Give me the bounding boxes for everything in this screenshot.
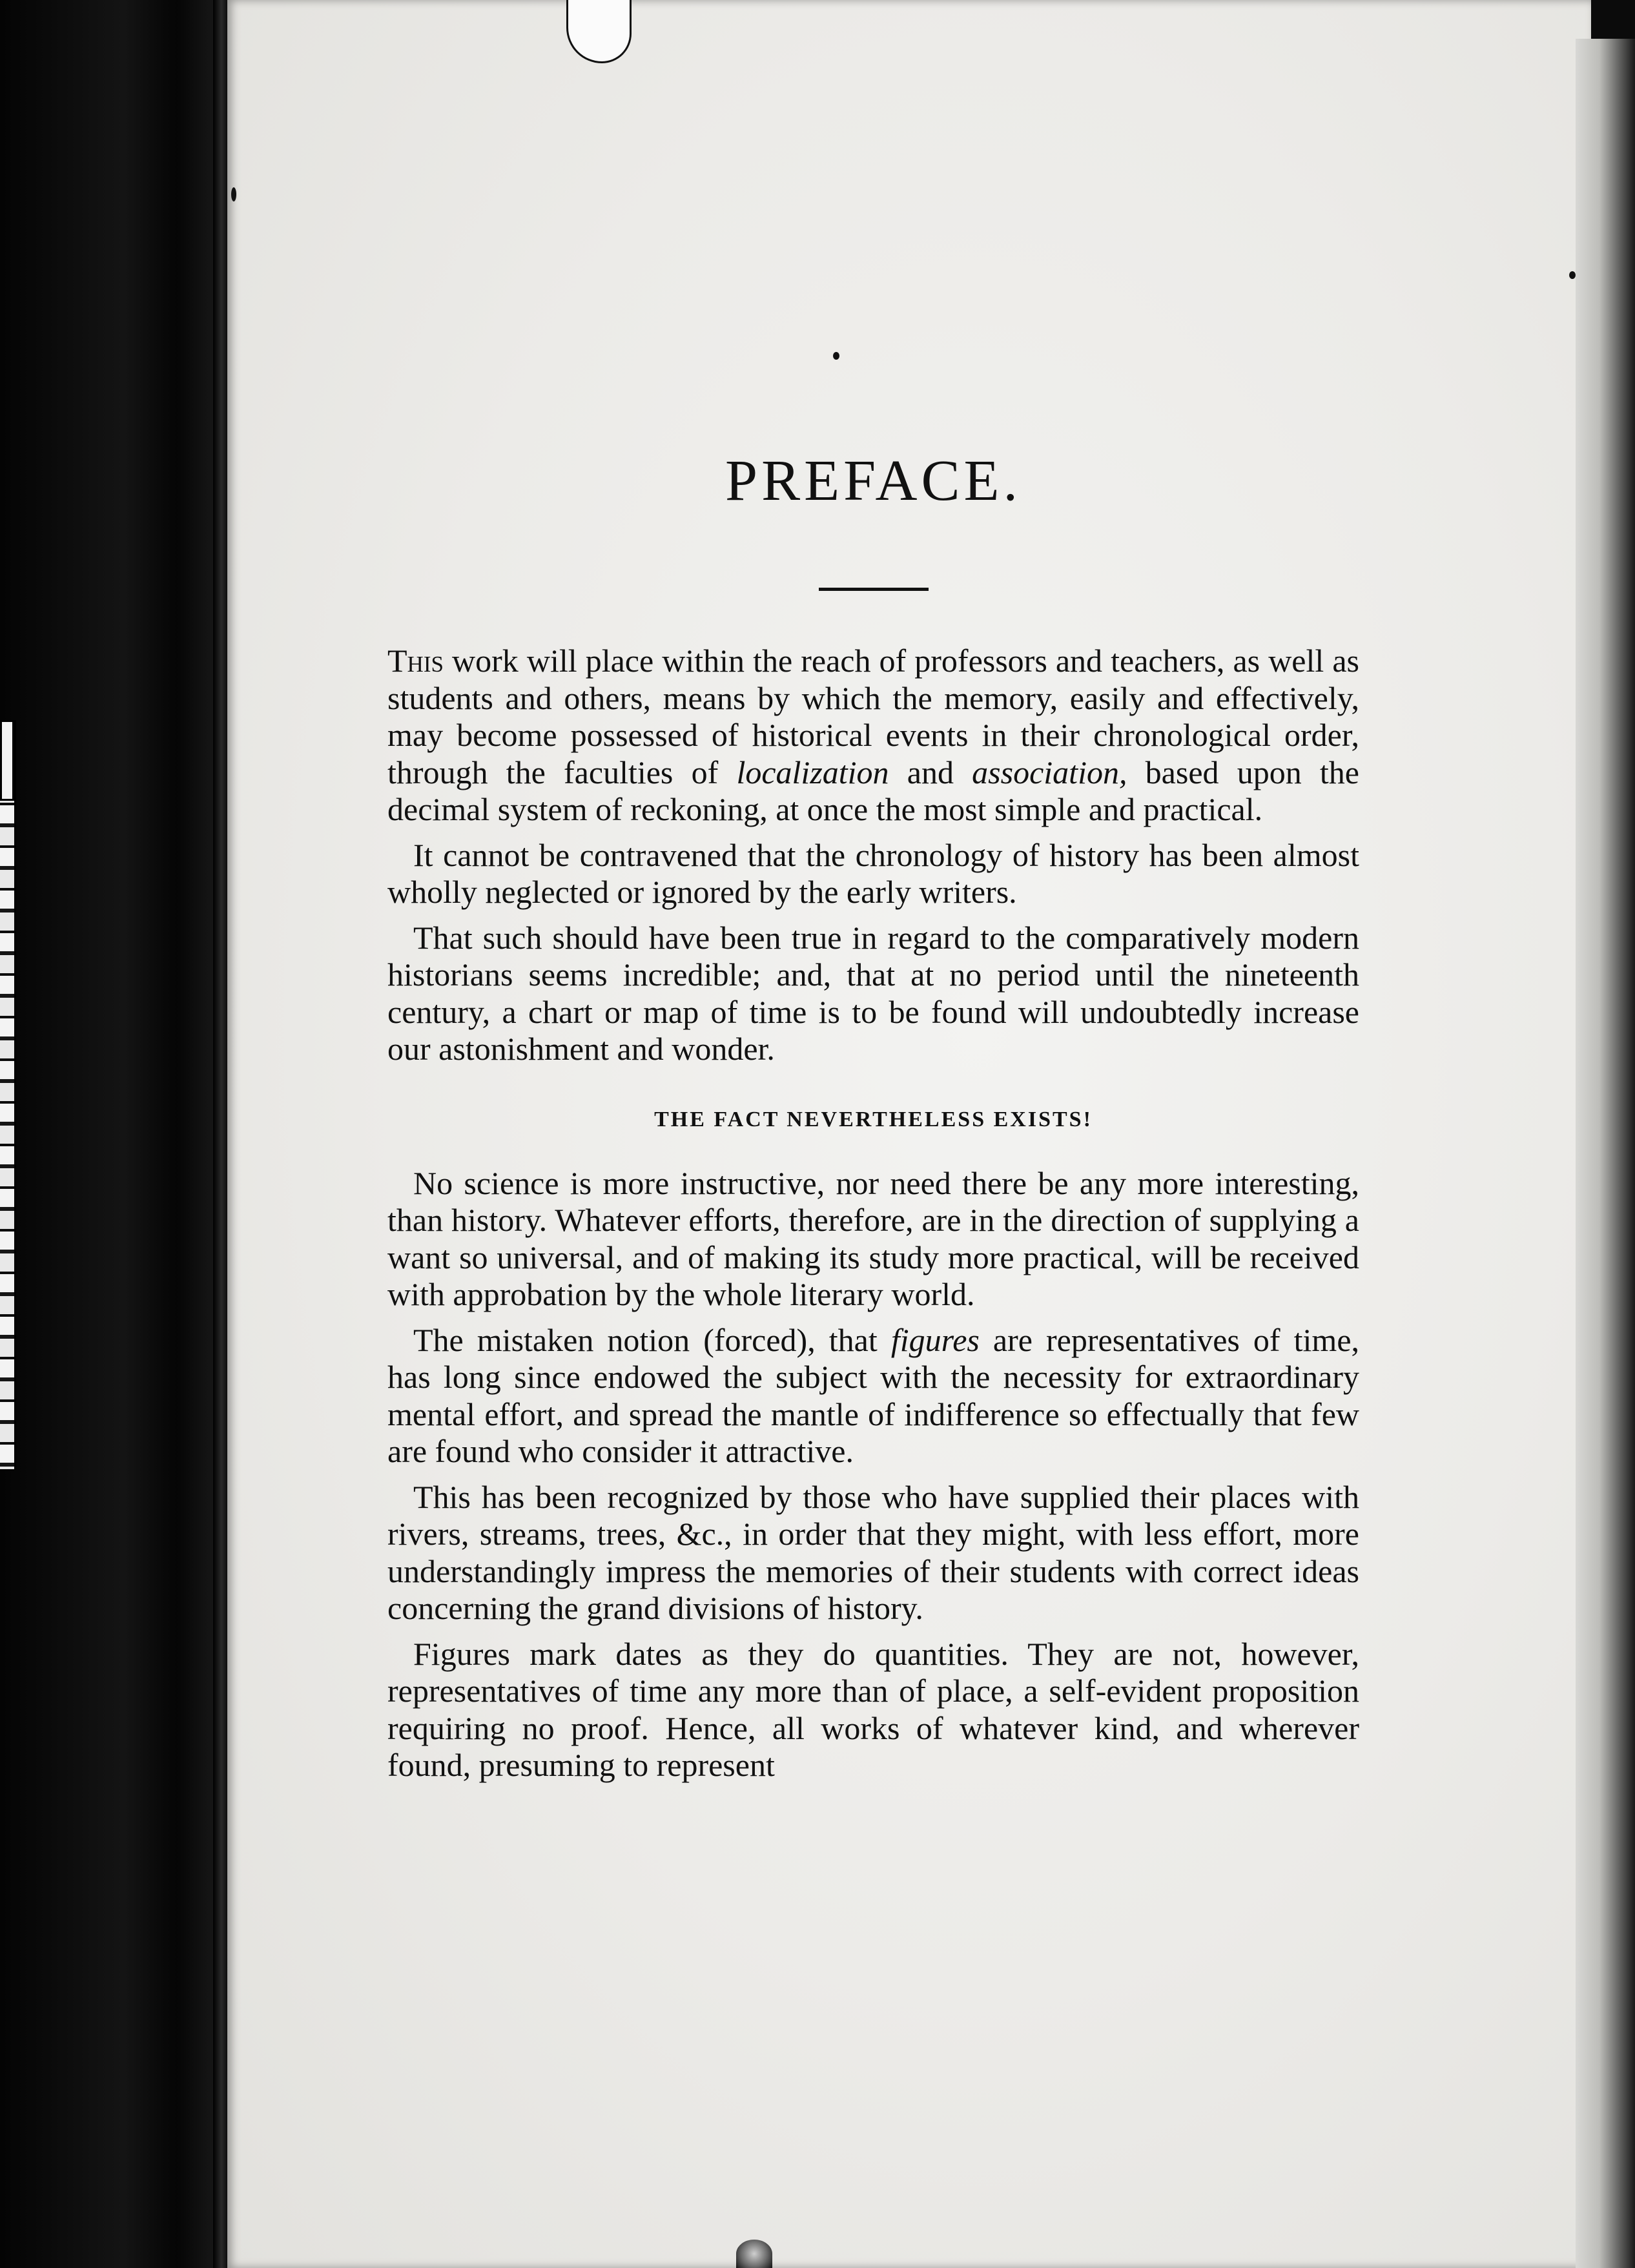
paragraph-4: No science is more instructive, nor need there be any more interesting, than history. Whatever efforts, therefore, are in the direction of supplying a want so universal, and of making its study more practical, will be received with approbation by the whole literary world. xyxy=(387,1164,1359,1312)
ink-speck xyxy=(231,187,236,201)
paragraph-2: It cannot be contravened that the chronology of history has been almost wholly neglected or ignored by the early writers. xyxy=(387,836,1359,910)
page-content xyxy=(387,449,1360,1793)
ink-speck xyxy=(1569,271,1576,279)
paragraph-5 xyxy=(387,1322,1359,1470)
title-rule xyxy=(819,588,929,591)
paragraph-5-em-figures: figures xyxy=(890,1321,980,1358)
page-title: PREFACE. xyxy=(725,449,1022,513)
paragraph-5-post: are representatives of time, has long since endowed the subject with the necessity for extraordinary mental effort, and spread the mantle of indifference so effectually that few are found who consider it attractive. xyxy=(387,1321,1360,1469)
paragraph-6: This has been recognized by those who have supplied their places with rivers, streams, trees, &c., in order that they might, with less effort, more understandingly impress the memories of their students with correct ideas concerning the grand divisions of history. xyxy=(387,1478,1359,1626)
preface-body xyxy=(387,643,1359,1784)
page-right-edge xyxy=(1576,39,1635,2268)
paragraph-1-text: work will place within the reach of professors and teachers, as well as students and others, means by which the memory, easily and effectively, may become possessed of historical events in their chronological order, through the faculties of xyxy=(387,643,1359,790)
paragraph-1 xyxy=(387,643,1359,829)
ink-speck xyxy=(833,352,839,360)
book-tab-top xyxy=(0,720,14,801)
section-subheading: THE FACT NEVERTHELESS EXISTS! xyxy=(654,1107,1093,1131)
paragraph-1-em-localization: localization xyxy=(736,754,889,790)
binding-ornament xyxy=(736,2240,772,2268)
left-scan-margin xyxy=(0,0,226,2268)
paragraph-1-mid: and xyxy=(889,754,972,790)
paragraph-3: That such should have been true in regard to the comparatively modern historians seems incredible; and, that at no period until the nineteenth century, a chart or map of time is to be found will undoubtedly increase our astonishment and wonder. xyxy=(387,919,1359,1067)
paragraph-7: Figures mark dates as they do quantities. They are not, however, representatives of time any more than of place, a self-evident proposition requiring no proof. Hence, all works of whatever kind, and wherever found, presuming to represent xyxy=(387,1635,1359,1783)
paragraph-1-lead: This xyxy=(387,643,444,679)
paragraph-1-em-association: association, xyxy=(972,754,1127,790)
paragraph-1-tail: based upon the decimal system of reckoning, at once the most simple and practical. xyxy=(387,754,1359,827)
book-tab-strip xyxy=(0,720,16,1469)
paragraph-5-pre: The mistaken notion (forced), that xyxy=(413,1321,891,1358)
